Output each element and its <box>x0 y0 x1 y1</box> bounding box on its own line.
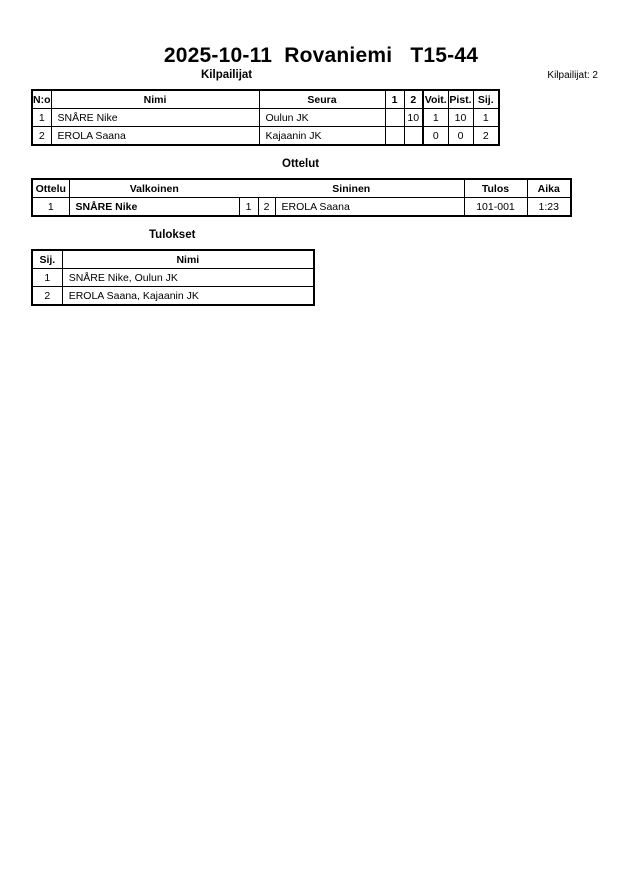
header-place: Sij. <box>473 90 499 109</box>
table-header-row <box>32 250 314 269</box>
results-heading: Tulokset <box>149 229 196 241</box>
competitors-table <box>31 89 500 146</box>
cell-name: EROLA Saana, Kajaanin JK <box>62 287 314 306</box>
cell-round-1 <box>385 127 404 146</box>
cell-place: 2 <box>473 127 499 146</box>
cell-white: SNÅRE Nike <box>69 198 239 217</box>
header-match: Ottelu <box>32 179 69 198</box>
matches-heading: Ottelut <box>282 158 320 170</box>
table-row <box>32 287 314 306</box>
header-white: Valkoinen <box>69 179 239 198</box>
header-club: Seura <box>259 90 385 109</box>
cell-points: 10 <box>448 109 473 127</box>
header-wins: Voit. <box>423 90 448 109</box>
cell-place: 2 <box>32 287 62 306</box>
cell-points: 0 <box>448 127 473 146</box>
cell-blue: EROLA Saana <box>275 198 464 217</box>
cell-blue-no: 2 <box>258 198 275 217</box>
cell-no: 2 <box>32 127 51 146</box>
header-no: N:o <box>32 90 51 109</box>
cell-result: 101-001 <box>464 198 527 217</box>
header-name: Nimi <box>62 250 314 269</box>
cell-place: 1 <box>473 109 499 127</box>
header-name: Nimi <box>51 90 259 109</box>
competitors-heading: Kilpailijat <box>201 69 253 81</box>
cell-name: EROLA Saana <box>51 127 259 146</box>
cell-name: SNÅRE Nike, Oulun JK <box>62 269 314 287</box>
cell-round-2 <box>404 127 423 146</box>
table-header-row <box>32 90 499 109</box>
cell-name: SNÅRE Nike <box>51 109 259 127</box>
header-round-1: 1 <box>385 90 404 109</box>
cell-time: 1:23 <box>527 198 571 217</box>
cell-round-1 <box>385 109 404 127</box>
header-result: Tulos <box>464 179 527 198</box>
page-title: 2025-10-11 Rovaniemi T15-44 <box>163 44 479 67</box>
cell-club: Oulun JK <box>259 109 385 127</box>
table-header-row <box>32 179 571 198</box>
cell-wins: 0 <box>423 127 448 146</box>
cell-club: Kajaanin JK <box>259 127 385 146</box>
header-round-2: 2 <box>404 90 423 109</box>
table-row <box>32 269 314 287</box>
header-blue: Sininen <box>239 179 464 198</box>
results-table <box>31 249 315 306</box>
table-row <box>32 198 571 217</box>
cell-white-no: 1 <box>239 198 258 217</box>
table-row <box>32 109 499 127</box>
competitor-count: Kilpailijat: 2 <box>547 70 598 81</box>
cell-no: 1 <box>32 109 51 127</box>
cell-place: 1 <box>32 269 62 287</box>
cell-match: 1 <box>32 198 69 217</box>
header-place: Sij. <box>32 250 62 269</box>
matches-table <box>31 178 572 217</box>
header-time: Aika <box>527 179 571 198</box>
table-row <box>32 127 499 146</box>
header-points: Pist. <box>448 90 473 109</box>
cell-round-2: 10 <box>404 109 423 127</box>
cell-wins: 1 <box>423 109 448 127</box>
